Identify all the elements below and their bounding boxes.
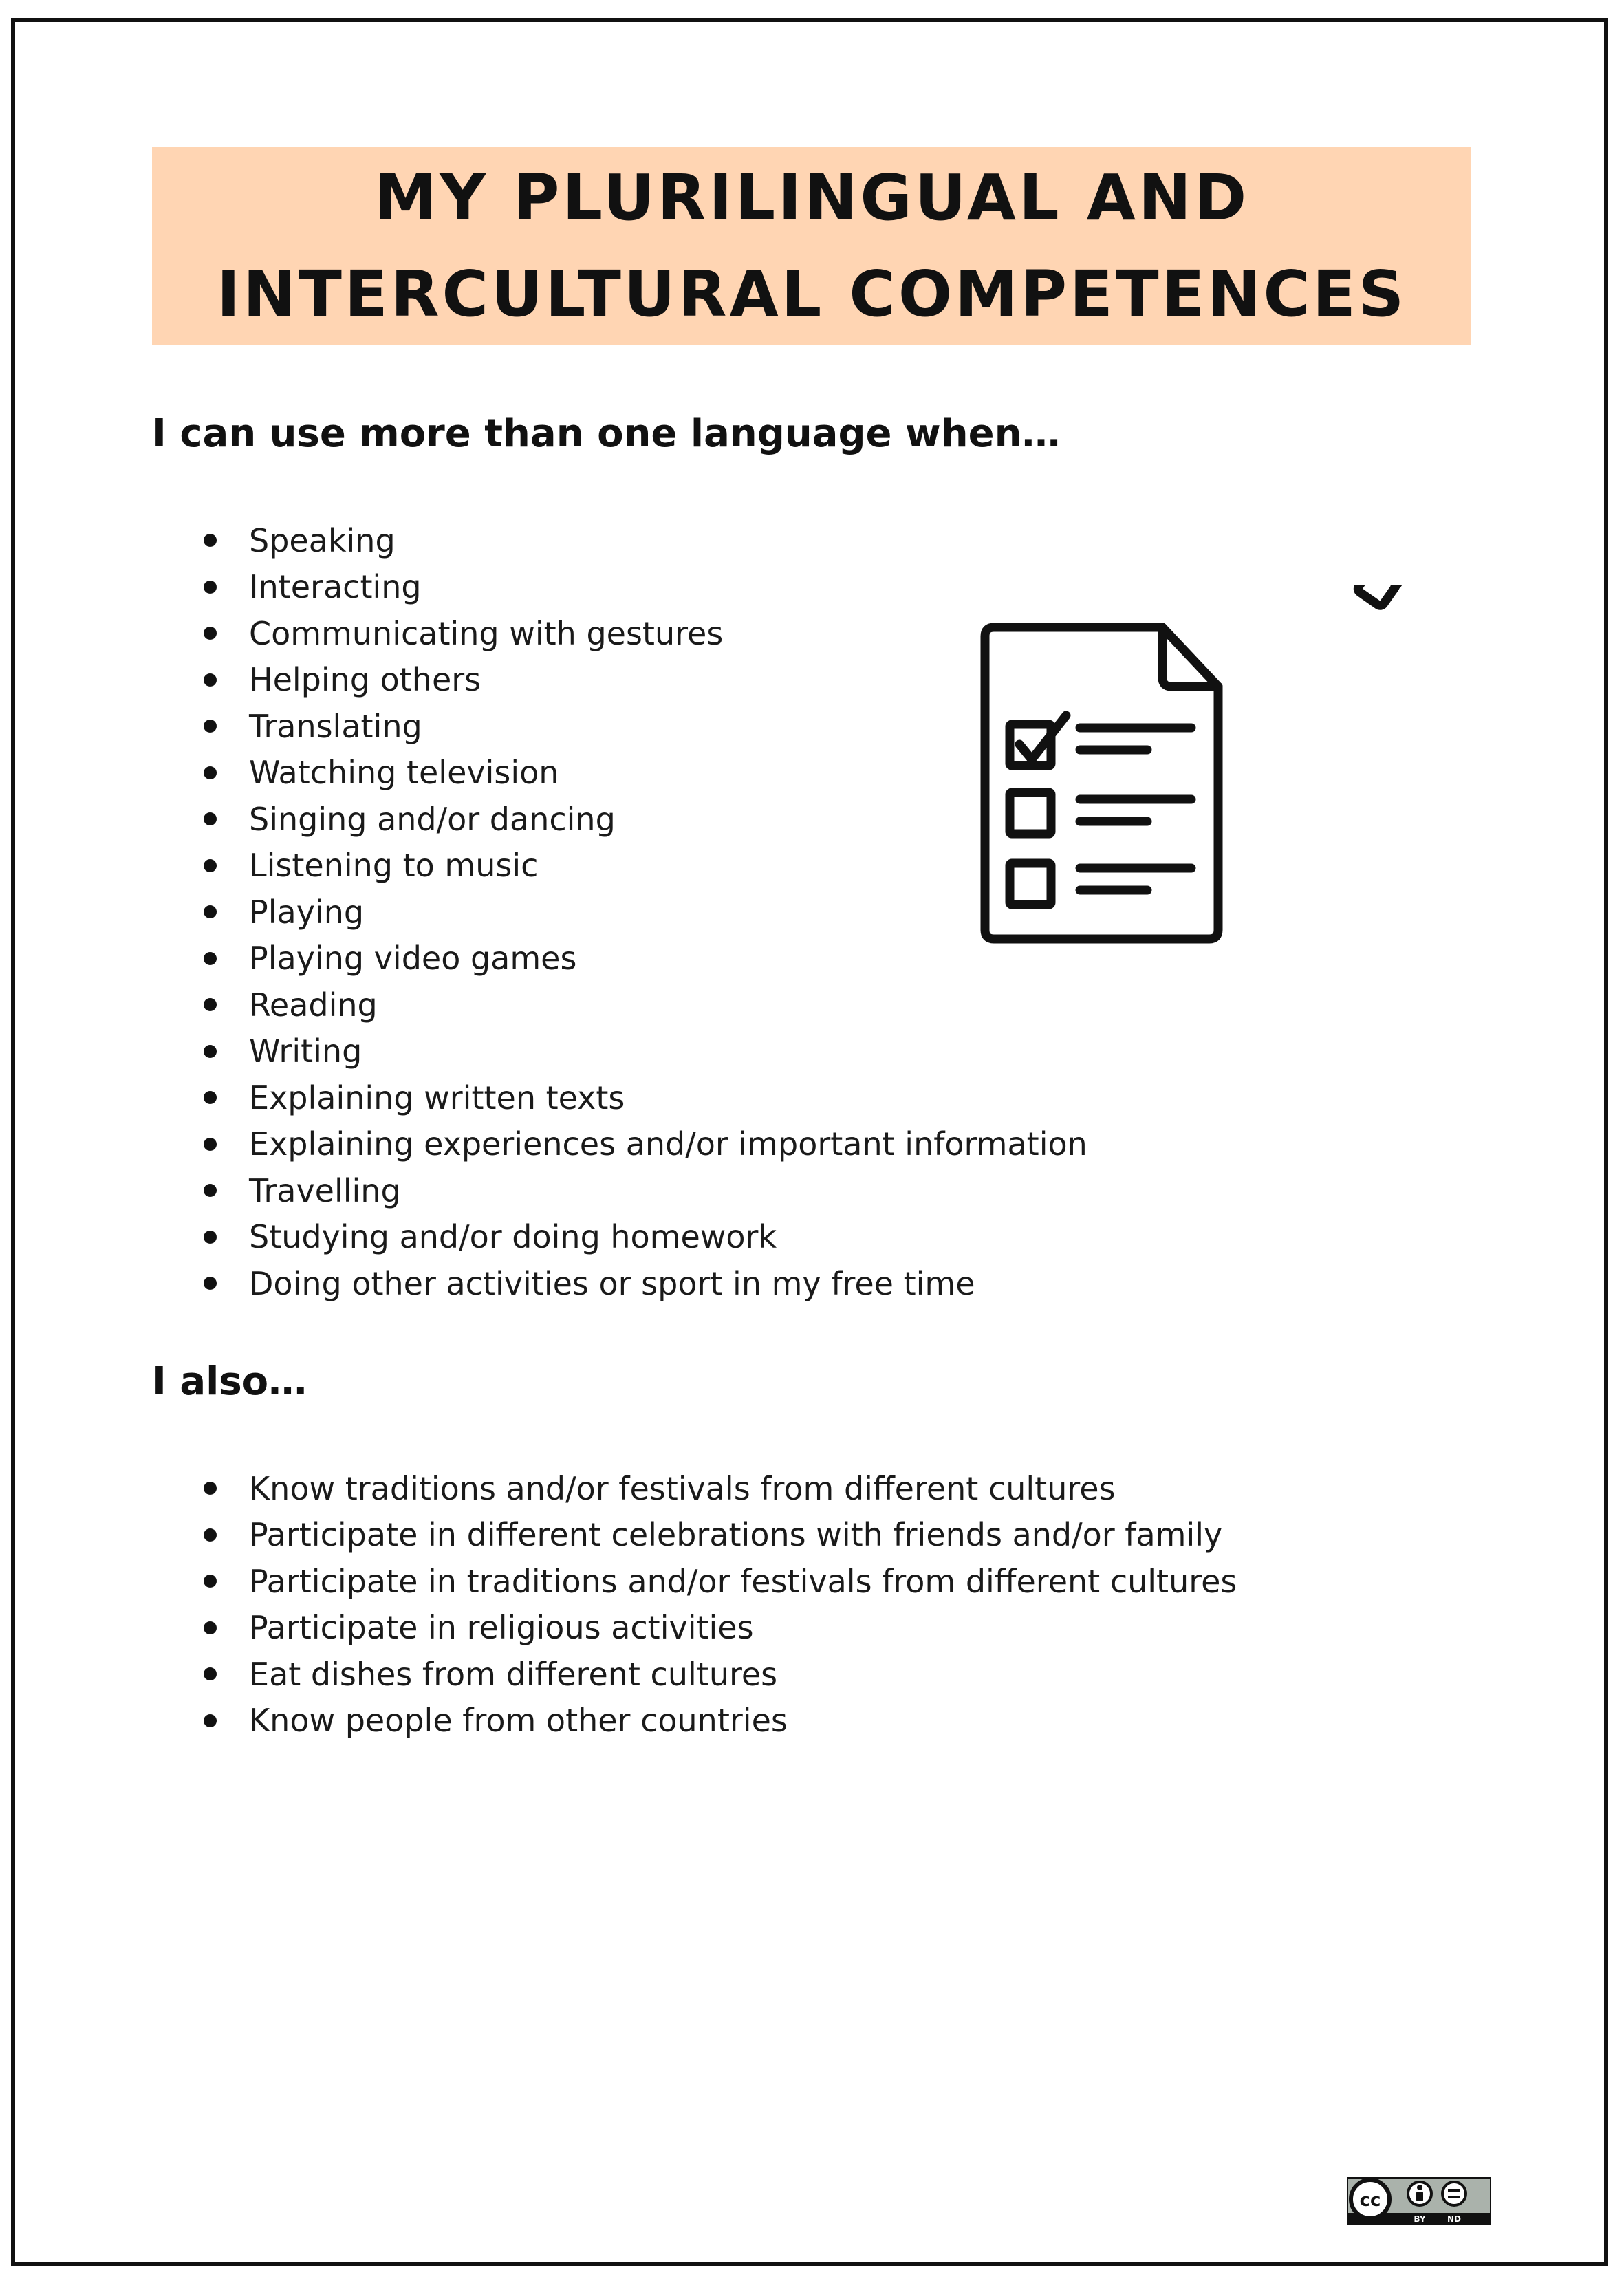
bullet-icon: [204, 998, 217, 1011]
list-item: [0, 1558, 1624, 1605]
bullet-icon: [204, 812, 217, 825]
bullet-icon: [204, 766, 217, 779]
nd-equals-bar-top: [1448, 2189, 1460, 2192]
section-heading-languages: I can use more than one language when…: [152, 411, 1061, 456]
list-item: [0, 1651, 1624, 1698]
nd-noderivatives-icon: [1442, 2182, 1466, 2205]
list-item-text: Communicating with gestures: [249, 614, 724, 652]
list-item-text: Translating: [249, 707, 422, 745]
list-item-text: Studying and/or doing homework: [249, 1218, 777, 1256]
by-attribution-body: [1416, 2192, 1423, 2201]
bullet-icon: [204, 1714, 217, 1727]
list-item: [0, 1121, 1624, 1168]
list-item-text: Listening to music: [249, 847, 539, 885]
list-item-text: Doing other activities or sport in my free time: [249, 1264, 975, 1302]
bullet-icon: [204, 952, 217, 965]
list-item-text: Participate in traditions and/or festivals from different cultures: [249, 1562, 1237, 1600]
list-item: [0, 1167, 1624, 1214]
list-item-text: Participate in different celebrations with friends and/or family: [249, 1516, 1223, 1554]
bullet-icon: [204, 581, 217, 594]
list-item: [0, 1512, 1624, 1559]
nd-equals-bar-bottom: [1448, 2196, 1460, 2198]
page-title-line-1: MY PLURILINGUAL AND: [373, 161, 1250, 235]
bullet-icon: [204, 720, 217, 733]
list-item-text: Eat dishes from different cultures: [249, 1655, 778, 1693]
list-item-text: Participate in religious activities: [249, 1609, 754, 1647]
bullet-icon: [204, 1277, 217, 1290]
bullet-icon: [204, 859, 217, 872]
list-item-text: Explaining experiences and/or important information: [249, 1125, 1087, 1163]
list-item-text: Know people from other countries: [249, 1702, 788, 1740]
cc-text: cc: [1359, 2190, 1381, 2211]
list-item-text: Writing: [249, 1033, 362, 1070]
bullet-icon: [204, 1667, 217, 1680]
cultural-activities-list: [0, 1465, 1624, 1744]
bullet-icon: [204, 1138, 217, 1151]
list-item-text: Watching television: [249, 754, 559, 792]
pencil-icon: [1356, 585, 1417, 607]
checklist-document-icon: [985, 627, 1218, 939]
list-item-text: Interacting: [249, 568, 422, 606]
section-heading-also: I also…: [152, 1359, 307, 1404]
bullet-icon: [204, 1575, 217, 1588]
list-item-text: Helping others: [249, 661, 481, 699]
by-attribution-head: [1417, 2185, 1422, 2190]
bullet-icon: [204, 1184, 217, 1197]
bullet-icon: [204, 1621, 217, 1634]
list-item-text: Explaining written texts: [249, 1079, 625, 1116]
list-item-text: Reading: [249, 986, 378, 1024]
list-item-text: Singing and/or dancing: [249, 800, 616, 838]
bullet-icon: [204, 1045, 217, 1058]
title-banner: [152, 147, 1471, 345]
bullet-icon: [204, 1528, 217, 1542]
list-item: [0, 1260, 1624, 1307]
cc-by-nd-license-icon: [1347, 2177, 1491, 2225]
bullet-icon: [204, 905, 217, 918]
list-item: [0, 1605, 1624, 1652]
list-item-text: Playing video games: [249, 940, 577, 977]
checklist-with-pencil-icon: [970, 585, 1417, 949]
bullet-icon: [204, 1482, 217, 1495]
bullet-icon: [204, 1231, 217, 1244]
page-title-line-2: INTERCULTURAL COMPETENCES: [216, 257, 1407, 331]
list-item-text: Playing: [249, 893, 365, 931]
list-item-text: Speaking: [249, 521, 396, 559]
list-item: [0, 1074, 1624, 1121]
list-item: [0, 982, 1624, 1028]
list-item: [0, 1698, 1624, 1744]
bullet-icon: [204, 627, 217, 640]
license-nd-label: ND: [1447, 2214, 1462, 2224]
license-by-label: BY: [1414, 2214, 1426, 2224]
list-item-text: Travelling: [249, 1171, 401, 1209]
bullet-icon: [204, 1091, 217, 1104]
list-item: [0, 1028, 1624, 1075]
bullet-icon: [204, 534, 217, 547]
list-item: [0, 1465, 1624, 1512]
list-item: [0, 517, 1624, 564]
list-item: [0, 1214, 1624, 1261]
list-item-text: Know traditions and/or festivals from different cultures: [249, 1469, 1116, 1507]
bullet-icon: [204, 673, 217, 687]
